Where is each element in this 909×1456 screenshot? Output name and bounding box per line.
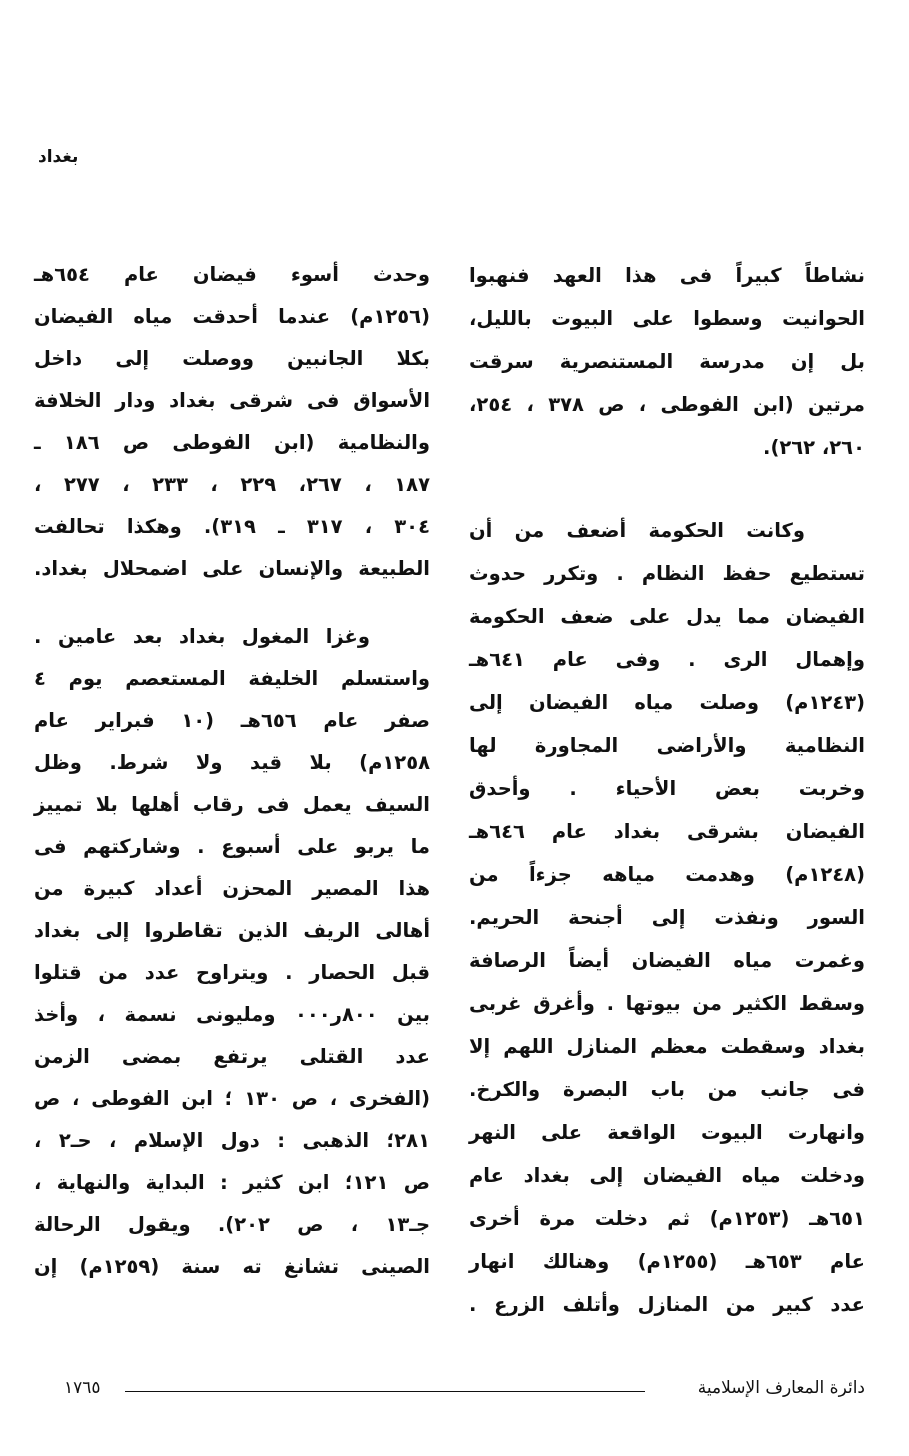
text-line: ودخلت مياه الفيضان إلى بغداد عام [469,1164,865,1187]
footer-publication-title: دائرة المعارف الإسلامية [697,1378,865,1398]
text-line: ٢٦٠، ٢٦٢). [763,436,865,459]
paragraph [34,254,430,590]
text-line: (الفخرى ، ص ١٣٠ ؛ ابن الفوطى ، ص [34,1087,430,1110]
text-line: ١٨٧ ، ٢٦٧، ٢٢٩ ، ٢٣٣ ، ٢٧٧ ، [34,473,430,496]
text-line: وخربت بعض الأحياء . وأحدق [469,777,865,800]
text-line: السور ونفذت إلى أجنحة الحريم. [469,906,865,929]
text-line: الأسواق فى شرقى بغداد ودار الخلافة [34,389,430,412]
page-number: ١٧٦٥ [64,1378,101,1398]
text-line: الطبيعة والإنسان على اضمحلال بغداد. [34,557,430,580]
text-line: ص ١٢١؛ ابن كثير : البداية والنهاية ، [34,1171,430,1194]
running-head: بغداد [38,147,79,167]
text-line: نشاطاً كبيراً فى هذا العهد فنهبوا [469,264,865,287]
text-line: عدد كبير من المنازل وأتلف الزرع . [469,1293,865,1316]
text-line: بكلا الجانبين ووصلت إلى داخل [34,347,430,370]
paragraph [469,509,865,1326]
text-line: أهالى الريف الذين تقاطروا إلى بغداد [34,919,430,942]
text-line: وانهارت البيوت الواقعة على النهر [469,1121,865,1144]
text-line: بل إن مدرسة المستنصرية سرقت [469,350,865,373]
left-column [34,254,430,1288]
text-line: فى جانب من باب البصرة والكرخ. [469,1078,865,1101]
text-line: ٣٠٤ ، ٣١٧ ـ ٣١٩). وهكذا تحالفت [34,515,430,538]
text-line: النظامية والأراضى المجاورة لها [469,734,865,757]
text-line: ١٢٥٨م) بلا قيد ولا شرط. وظل [34,751,430,774]
text-line: السيف يعمل فى رقاب أهلها بلا تمييز [34,793,430,816]
text-line: وحدث أسوء فيضان عام ٦٥٤هـ [34,263,430,286]
text-line: تستطيع حفظ النظام . وتكرر حدوث [469,562,865,585]
paragraph [469,254,865,469]
text-line: وكانت الحكومة أضعف من أن [469,519,805,542]
text-line: ما يربو على أسبوع . وشاركتهم فى [34,835,430,858]
text-line: مرتين (ابن الفوطى ، ص ٣٧٨ ، ٢٥٤، [469,393,865,416]
text-line: عدد القتلى يرتفع بمضى الزمن [34,1045,430,1068]
paragraph [34,616,430,1288]
text-line: الصينى تشانغ ته سنة (١٢٥٩م) إن [34,1255,430,1278]
footer-divider [125,1391,645,1392]
text-line: ٦٥١هـ (١٢٥٣م) ثم دخلت مرة أخرى [469,1207,865,1230]
text-line: الفيضان مما يدل على ضعف الحكومة [469,605,865,628]
text-line: عام ٦٥٣هـ (١٢٥٥م) وهنالك انهار [469,1250,865,1273]
text-line: والنظامية (ابن الفوطى ص ١٨٦ ـ [34,431,430,454]
text-line: قبل الحصار . ويتراوح عدد من قتلوا [34,961,430,984]
text-line: (١٢٥٦م) عندما أحدقت مياه الفيضان [34,305,430,328]
text-line: الفيضان بشرقى بغداد عام ٦٤٦هـ [469,820,865,843]
right-column [469,254,865,1326]
text-line: واستسلم الخليفة المستعصم يوم ٤ [34,667,430,690]
text-line: هذا المصير المحزن أعداد كبيرة من [34,877,430,900]
text-line: الحوانيت وسطوا على البيوت بالليل، [469,307,865,330]
text-line: بين ٨٠٠ر٠٠٠ ومليونى نسمة ، وأخذ [34,1003,431,1026]
text-line: وغمرت مياه الفيضان أيضاً الرصافة [469,949,865,972]
text-line: وغزا المغول بغداد بعد عامين . [34,625,370,648]
text-line: (١٢٤٨م) وهدمت مياهه جزءاً من [469,863,865,886]
text-line: صفر عام ٦٥٦هـ (١٠ فبراير عام [34,709,430,732]
text-line: (١٢٤٣م) وصلت مياه الفيضان إلى [469,691,865,714]
text-line: جـ١٣ ، ص ٢٠٢). ويقول الرحالة [34,1213,430,1236]
text-line: ٢٨١؛ الذهبى : دول الإسلام ، حـ٢ ، [34,1129,430,1152]
text-line: وسقط الكثير من بيوتها . وأغرق غربى [469,992,865,1015]
text-line: وإهمال الرى . وفى عام ٦٤١هـ [469,648,865,671]
text-line: بغداد وسقطت معظم المنازل اللهم إلا [469,1035,865,1058]
